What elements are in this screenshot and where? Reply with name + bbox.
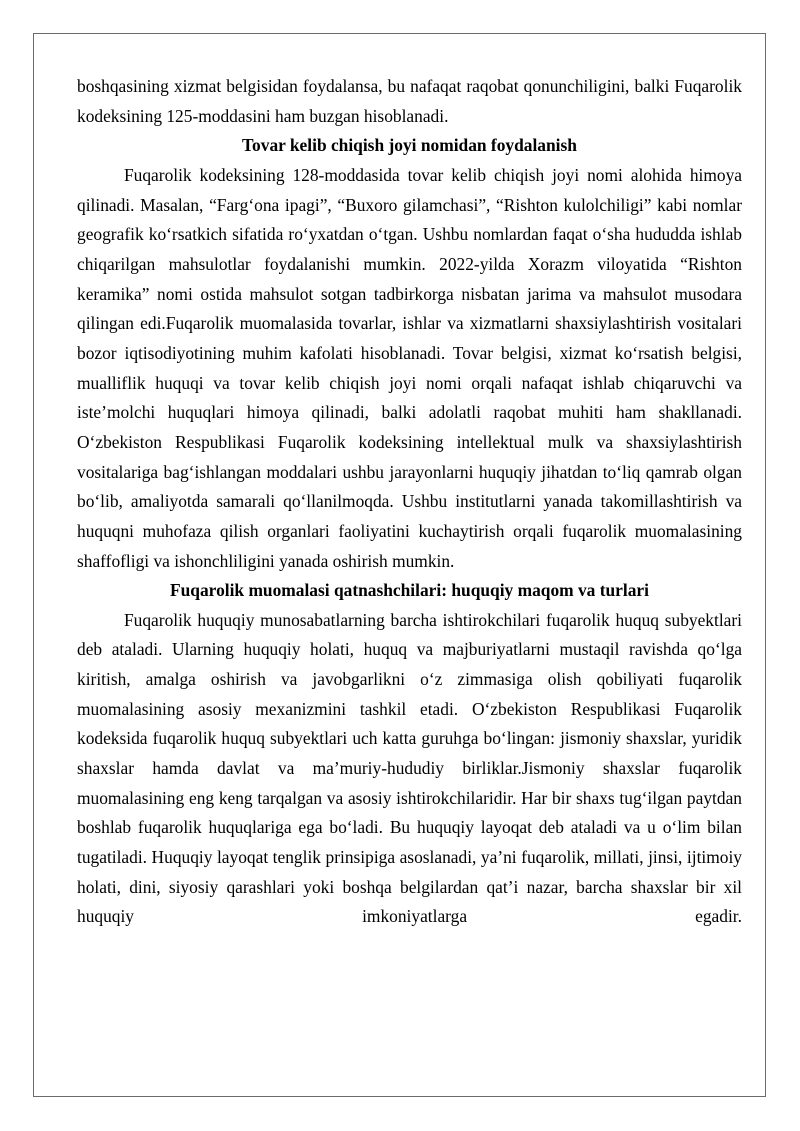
section-heading-participants: Fuqarolik muomalasi qatnashchilari: huquqiy maqom va turlari [170, 580, 649, 601]
section-paragraph-origin-name: Fuqarolik kodeksining 128-moddasida tovar kelib chiqish joyi nomi alohida himoya qilinadi. Masalan, “Farg‘ona ipagi”, “Buxoro gilamchasi”, “Rishton kulolchiligi” kabi nomlar geografik ko‘rsatkich sifatida ro‘yxatdan o‘tgan. Ushbu nomlardan faqat o‘sha hududda ishlab chiqarilgan mahsulotlar foydalanishi mumkin. 2022-yilda Xorazm viloyatida “Rishton keramika” nomi ostida mahsulot sotgan tadbirkorga nisbatan jarima va mahsulot musodara qilingan edi.Fuqarolik muomalasida tovarlar, ishlar va xizmatlarni shaxsiylashtirish vositalari bozor iqtisodiyotining muhim kafolati hisoblanadi. Tovar belgisi, xizmat ko‘rsatish belgisi, mualliflik huquqi va tovar kelib chiqish joyi nomi orqali nafaqat ishlab chiqaruvchi va iste’molchi huquqlari himoya qilinadi, balki adolatli raqobat muhiti ham shakllanadi. O‘zbekiston Respublikasi Fuqarolik kodeksining intellektual mulk va shaxsiylashtirish vositalariga bag‘ishlangan moddalari ushbu jarayonlarni huquqiy jihatdan to‘liq qamrab olgan bo‘lib, amaliyotda samarali qo‘llanilmoqda. Ushbu institutlarni yanada takomillashtirish va huquqni muhofaza qilish organlari faoliyatini kuchaytirish orqali fuqarolik muomalasining shaffofligi va ishonchliligini yanada oshirish mumkin. [77, 164, 742, 571]
section-paragraph-participants: Fuqarolik huquqiy munosabatlarning barcha ishtirokchilari fuqarolik huquq subyektlari deb ataladi. Ularning huquqiy holati, huquq va majburiyatlarni mustaqil ravishda qo‘lga kiritish, amalga oshirish va javobgarlikni o‘z zimmasiga olish qobiliyati fuqarolik muomalasining asosiy mexanizmini tashkil etadi. O‘zbekiston Respublikasi Fuqarolik kodeksida fuqarolik huquq subyektlari uch katta guruhga bo‘lingan: jismoniy shaxslar, yuridik shaxslar hamda davlat va ma’muriy-hududiy birliklar.Jismoniy shaxslar fuqarolik muomalasining eng keng tarqalgan va asosiy ishtirokchilaridir. Har bir shaxs tug‘ilgan paytdan boshlab fuqarolik huquqlariga ega bo‘ladi. Bu huquqiy layoqat deb ataladi va u o‘lim bilan tugatiladi. Huquqiy layoqat tenglik prinsipiga asoslanadi, ya’ni fuqarolik, millati, jinsi, ijtimoiy holati, dini, siyosiy qarashlari yoki boshqa belgilardan qat’i nazar, barcha shaxslar bir xil huquqiy imkoniyatlarga egadir. [77, 609, 742, 927]
section-heading-origin-name: Tovar kelib chiqish joyi nomidan foydalanish [242, 135, 577, 156]
document-body [77, 72, 742, 932]
intro-paragraph: boshqasining xizmat belgisidan foydalansa, bu nafaqat raqobat qonunchiligini, balki Fuqarolik kodeksining 125-moddasini ham buzgan hisoblanadi. [77, 76, 742, 126]
